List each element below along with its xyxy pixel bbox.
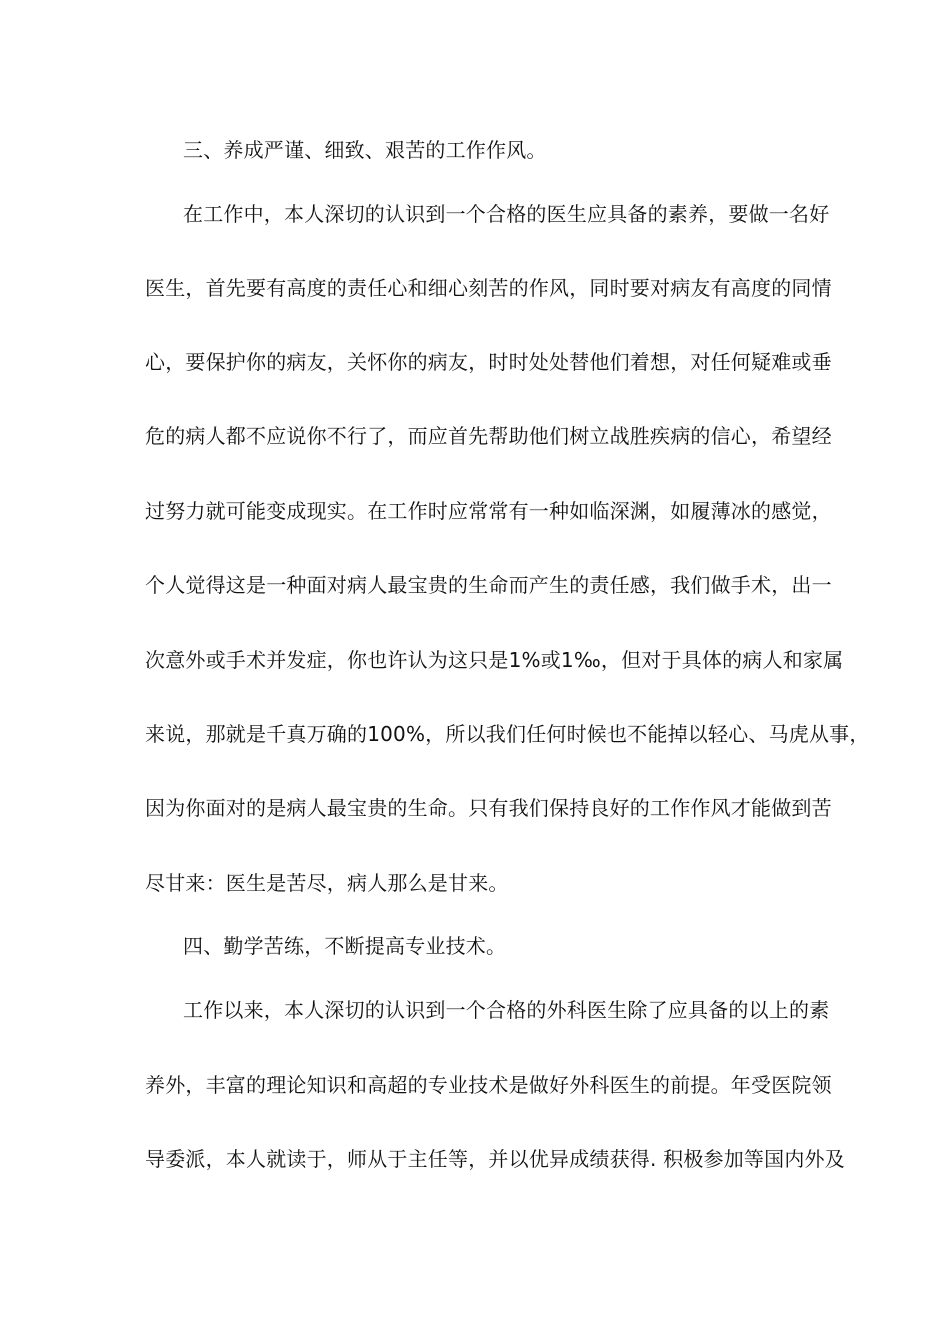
paragraph-line: 养外，丰富的理论知识和高超的专业技术是做好外科医生的前提。年受医院领 <box>145 1073 832 1097</box>
paragraph-line: 次意外或手术并发症，你也许认为这只是1%或1‰，但对于具体的病人和家属 <box>145 648 844 672</box>
section-heading-4: 四、勤学苦练，不断提高专业技术。 <box>183 934 507 958</box>
paragraph-line: 工作以来，本人深切的认识到一个合格的外科医生除了应具备的以上的素 <box>183 998 830 1022</box>
paragraph-line: 因为你面对的是病人最宝贵的生命。只有我们保持良好的工作作风才能做到苦 <box>145 796 832 820</box>
paragraph-line: 来说，那就是千真万确的100%，所以我们任何时候也不能掉以轻心、马虎从事， <box>145 722 870 746</box>
paragraph-line: 医生，首先要有高度的责任心和细心刻苦的作风，同时要对病友有高度的同情 <box>145 276 832 300</box>
paragraph-line: 心，要保护你的病友，关怀你的病友，时时处处替他们着想，对任何疑难或垂 <box>145 350 832 374</box>
paragraph-line: 危的病人都不应说你不行了，而应首先帮助他们树立战胜疾病的信心，希望经 <box>145 424 832 448</box>
section-heading-3: 三、养成严谨、细致、艰苦的工作作风。 <box>183 138 547 162</box>
paragraph-line: 在工作中，本人深切的认识到一个合格的医生应具备的素养，要做一名好 <box>183 202 830 226</box>
paragraph-line: 个人觉得这是一种面对病人最宝贵的生命而产生的责任感，我们做手术，出一 <box>145 573 832 597</box>
paragraph-line: 导委派，本人就读于，师从于主任等，并以优异成绩获得. 积极参加等国内外及 <box>145 1147 845 1171</box>
paragraph-line: 过努力就可能变成现实。在工作时应常常有一种如临深渊，如履薄冰的感觉， <box>145 499 832 523</box>
paragraph-line: 尽甘来：医生是苦尽，病人那么是甘来。 <box>145 871 509 895</box>
